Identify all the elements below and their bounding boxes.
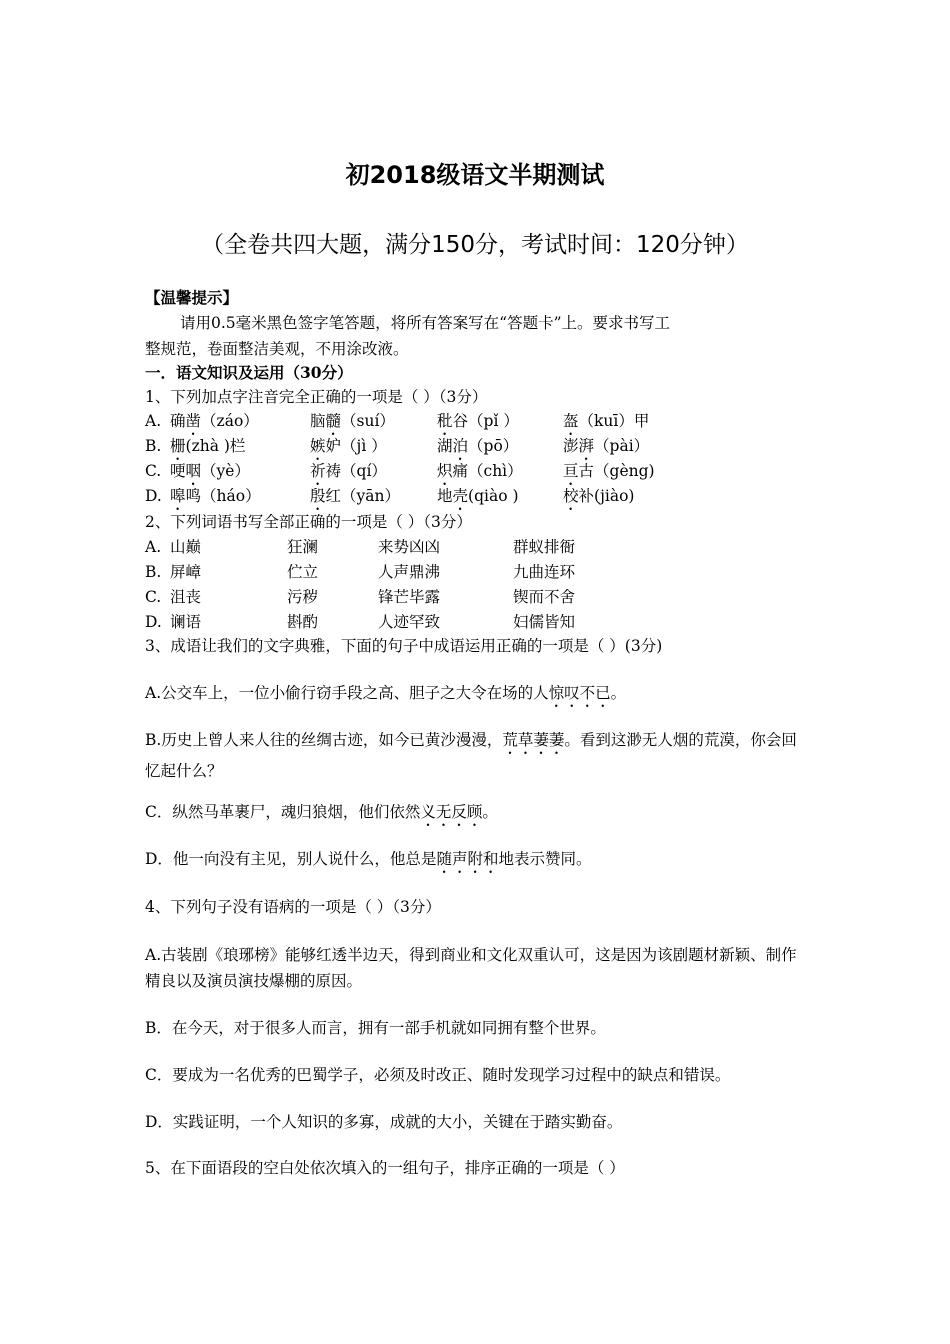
word: 澎湃（pài）	[563, 437, 650, 455]
word: 狂澜	[287, 538, 319, 556]
q4-stem: 4、下列句子没有语病的一项是（ ）（3分）	[145, 898, 441, 916]
option-label: C.	[145, 462, 162, 480]
option-label: B.	[145, 437, 162, 455]
word: 殷红（yān）	[310, 487, 400, 505]
q3-option-b: B.历史上曾人来人往的丝绸古迹，如今已黄沙漫漫，荒草萋萋。看到这渺无人烟的荒漠，你会回忆起什么？	[145, 731, 797, 780]
page-subtitle: （全卷共四大题，满分150分，考试时间：120分钟）	[201, 232, 749, 258]
word: 群蚁排衙	[513, 538, 576, 556]
q4-option-d: D．实践证明，一个人知识的多寡，成就的大小，关键在于踏实勤奋。	[145, 1113, 623, 1131]
word: 嫉妒（jì ）	[310, 437, 387, 455]
q5-stem: 5、在下面语段的空白处依次填入的一组句子，排序正确的一项是（ ）	[145, 1159, 625, 1177]
tip-line-1: 请用0.5毫米黑色签字笔答题，将所有答案写在“答题卡”上。要求书写工	[180, 314, 671, 332]
q4-option-b: B．在今天，对于很多人而言，拥有一部手机就如同拥有整个世界。	[145, 1019, 606, 1037]
word: 屏嶂	[170, 563, 202, 581]
word: 九曲连环	[513, 563, 576, 581]
q1-stem: 1、下列加点字注音完全正确的一项是（ ）（3分）	[145, 388, 488, 406]
word: 祈祷（qí）	[310, 462, 387, 480]
q4-option-a: A.古装剧《琅琊榜》能够红透半边天，得到商业和文化双重认可，这是因为该剧题材新颖、制作精良以及演员演技爆棚的原因。	[145, 946, 797, 990]
word: 确凿（záo）	[170, 412, 259, 430]
word: 沮丧	[170, 588, 202, 606]
q4-option-c: C．要成为一名优秀的巴蜀学子，必须及时改正、随时发现学习过程中的缺点和错误。	[145, 1066, 731, 1084]
option-label: A.	[145, 538, 162, 556]
word: 山巅	[170, 538, 202, 556]
word: 污秽	[287, 588, 319, 606]
word: 人声鼎沸	[378, 563, 441, 581]
word: 妇儒皆知	[513, 613, 576, 631]
word: 亘古（gèng)	[563, 462, 655, 480]
word: 盔（kuī）甲	[563, 412, 650, 430]
word: 地壳(qiào )	[437, 487, 519, 505]
word: 锋芒毕露	[378, 588, 441, 606]
word: 斟酌	[287, 613, 319, 631]
word: 伫立	[287, 563, 319, 581]
option-label: C.	[145, 588, 162, 606]
word: 人迹罕致	[378, 613, 441, 631]
q3-option-d: D．他一向没有主见，别人说什么，他总是随声附和地表示赞同。	[145, 850, 592, 868]
word: 栅(zhà )栏	[170, 437, 246, 455]
option-label: A.	[145, 412, 162, 430]
q2-stem: 2、下列词语书写全部正确的一项是（ ）（3分）	[145, 513, 472, 531]
word: 湖泊（pō）	[437, 437, 519, 455]
q3-option-a: A.公交车上，一位小偷行窃手段之高、胆子之大令在场的人惊叹不已。	[145, 684, 627, 702]
page-title: 初2018级语文半期测试	[345, 161, 605, 189]
option-label: D.	[145, 613, 162, 631]
tip-heading: 【温馨提示】	[145, 288, 239, 307]
word: 校补(jiào)	[563, 487, 635, 505]
word: 锲而不舍	[513, 588, 576, 606]
section-1-heading: 一．语文知识及运用（30分）	[145, 363, 353, 382]
option-label: B.	[145, 563, 162, 581]
tip-line-2: 整规范，卷面整洁美观，不用涂改液。	[145, 340, 409, 358]
q3-stem: 3、成语让我们的文字典雅，下面的句子中成语运用正确的一项是（ ）(3分)	[145, 637, 663, 655]
option-label: D.	[145, 487, 162, 505]
word: 脑髓（suí）	[310, 412, 395, 430]
q3-option-c: C．纵然马革裹尸，魂归狼烟，他们依然义无反顾。	[145, 803, 498, 821]
word: 谰语	[170, 613, 202, 631]
word: 嗥鸣（háo）	[170, 487, 261, 505]
word: 哽咽（yè）	[170, 462, 250, 480]
word: 炽痛（chì）	[437, 462, 523, 480]
word: 来势凶凶	[378, 538, 441, 556]
word: 秕谷（pǐ ）	[437, 412, 519, 430]
